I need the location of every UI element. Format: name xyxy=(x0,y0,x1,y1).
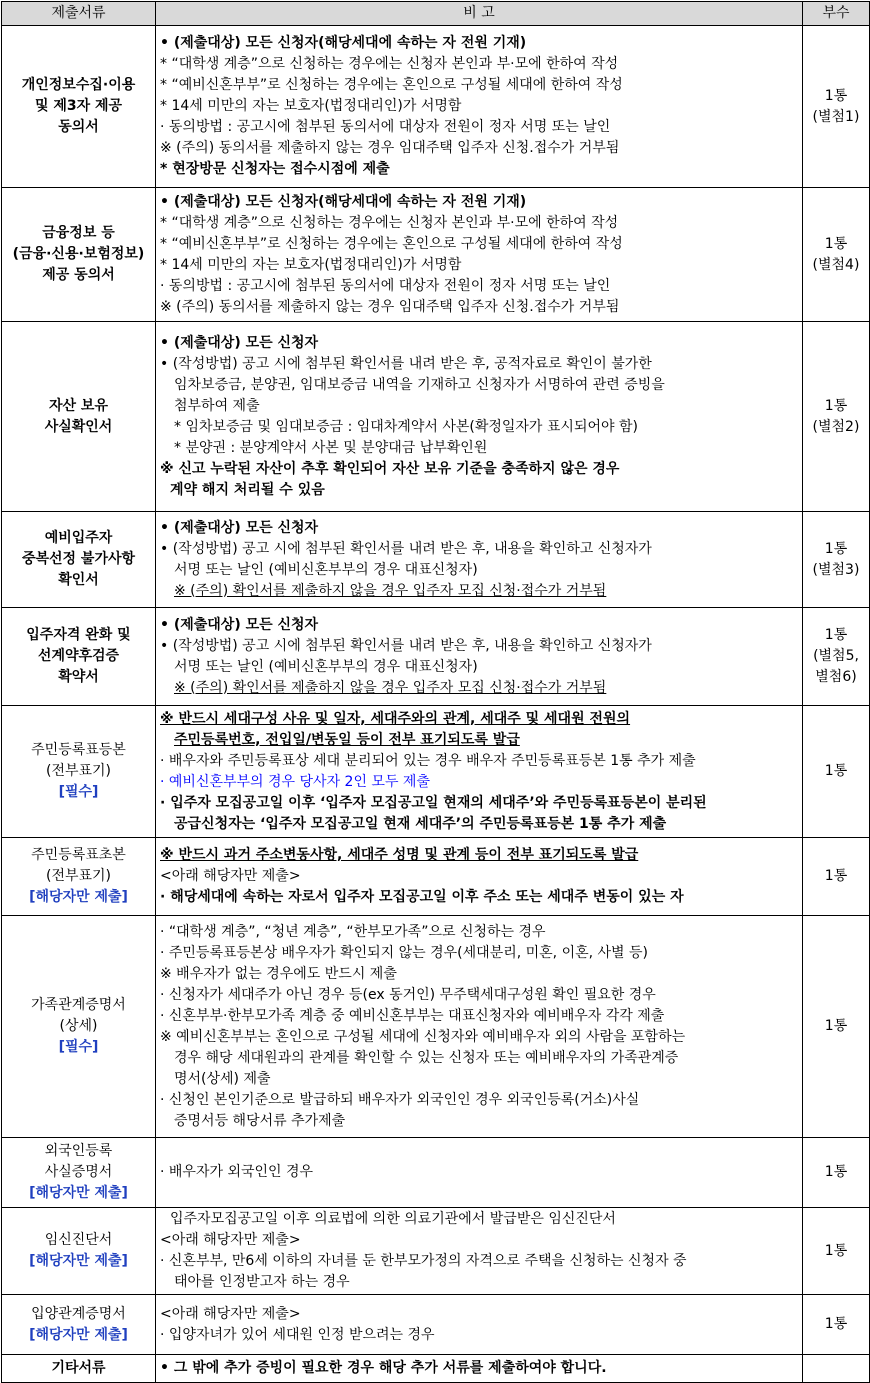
document-name-line: 예비입주자 xyxy=(44,530,113,546)
remarks-cell xyxy=(156,608,803,706)
document-name-cell xyxy=(2,1208,156,1295)
count-cell xyxy=(803,838,870,916)
document-name-line: (전부표기) xyxy=(45,763,112,779)
remark-line: • (제출대상) 모든 신청자(해당세대에 속하는 자 전원 기재) xyxy=(160,35,527,51)
count-line: 1통 xyxy=(824,397,848,414)
table-row xyxy=(2,838,870,916)
document-name-line: (상세) xyxy=(59,1018,98,1034)
count-line: 1통 xyxy=(824,1164,848,1180)
remark-line: * 14세 미만의 자는 보호자(법정대리인)가 서명함 xyxy=(160,98,462,114)
remark-line: * 분양권 : 분양계약서 사본 및 분양대금 납부확인원 xyxy=(174,439,488,456)
document-name-line: 선계약후검증 xyxy=(37,648,120,664)
remarks-cell xyxy=(156,188,803,322)
remark-line: · 주민등록표등본상 배우자가 확인되지 않는 경우(세대분리, 미혼, 이혼, 사별 등) xyxy=(160,944,649,961)
table-row xyxy=(2,322,870,512)
document-name-line: (금융·신용·보험정보) xyxy=(12,246,145,262)
remark-line: 서명 또는 날인 (예비신혼부부의 경우 대표신청자) xyxy=(174,561,478,578)
remark-line: * “대학생 계층”으로 신청하는 경우에는 신청자 본인과 부·모에 한하여 작성 xyxy=(160,214,619,231)
remark-line: • (제출대상) 모든 신청자(해당세대에 속하는 자 전원 기재) xyxy=(160,193,527,210)
requirement-tag: [필수] xyxy=(58,784,99,800)
document-name-line: 외국인등록 xyxy=(44,1143,113,1159)
table-row xyxy=(2,1295,870,1355)
remark-line: ※ 예비신혼부부는 혼인으로 구성될 세대에 신청자와 예비배우자 외의 사람을 포함하는 xyxy=(160,1028,686,1045)
remark-line: * 임차보증금 및 임대보증금 : 임대차계약서 사본(확정일자가 표시되어야 함) xyxy=(174,418,638,435)
remarks-cell xyxy=(156,512,803,608)
document-name-line: (전부표기) xyxy=(45,868,112,884)
remark-line: · 배우자가 외국인인 경우 xyxy=(160,1164,314,1180)
count-cell xyxy=(803,608,870,706)
remark-line: 임차보증금, 분양권, 임대보증금 내역을 기재하고 신청자가 서명하여 관련 증빙을 xyxy=(174,376,665,393)
document-name-line: 중복선정 불가사항 xyxy=(21,551,136,567)
count-cell xyxy=(803,706,870,838)
table-row xyxy=(2,916,870,1138)
table-row xyxy=(2,1208,870,1295)
document-name-line: 개인정보수집·이용 xyxy=(21,77,136,93)
document-name-line: 입주자격 완화 및 xyxy=(26,627,131,643)
remark-line: ※ (주의) 동의서를 제출하지 않는 경우 임대주택 입주자 신청.접수가 거부됨 xyxy=(160,140,620,156)
count-line: 1통 xyxy=(824,1242,848,1259)
remark-line: · 입양자녀가 있어 세대원 인정 받으려는 경우 xyxy=(160,1326,435,1343)
requirement-tag: [해당자만 제출] xyxy=(29,1185,128,1201)
table-row xyxy=(2,26,870,188)
document-name-line: 동의서 xyxy=(58,119,99,135)
document-name-cell xyxy=(2,608,156,706)
remark-line: 계약 해지 처리될 수 있음 xyxy=(170,481,325,498)
remarks-cell xyxy=(156,322,803,512)
remark-line: • 그 밖에 추가 증빙이 필요한 경우 해당 추가 서류를 제출하여야 합니다. xyxy=(160,1360,607,1376)
document-name-cell xyxy=(2,1138,156,1208)
remark-line: • (제출대상) 모든 신청자 xyxy=(160,616,319,633)
remark-line: 첨부하여 제출 xyxy=(174,397,260,414)
remark-line: · 신혼부부·한부모가족 계층 중 예비신혼부부는 대표신청자와 예비배우자 각각 제출 xyxy=(160,1007,665,1024)
document-name-cell xyxy=(2,1355,156,1383)
document-name-line: 금융정보 등 xyxy=(42,225,115,241)
requirement-tag: [필수] xyxy=(58,1039,99,1055)
remark-line: ※ (주의) 확인서를 제출하지 않을 경우 입주자 모집 신청·접수가 거부됨 xyxy=(174,582,607,599)
table-row xyxy=(2,608,870,706)
remark-line: * “예비신혼부부”로 신청하는 경우에는 혼인으로 구성될 세대에 한하여 작성 xyxy=(160,77,623,93)
remark-line: ※ (주의) 확인서를 제출하지 않을 경우 입주자 모집 신청·접수가 거부됨 xyxy=(174,679,607,696)
remark-line: • (작성방법) 공고 시에 첨부된 확인서를 내려 받은 후, 내용을 확인하고 신청자가 xyxy=(160,637,652,654)
remark-line: • (작성방법) 공고 시에 첨부된 확인서를 내려 받은 후, 내용을 확인하고 신청자가 xyxy=(160,540,652,557)
remark-line: 공급신청자는 ‘입주자 모집공고일 현재 세대주’의 주민등록표등본 1통 추가 제출 xyxy=(174,815,667,832)
remarks-cell xyxy=(156,1138,803,1208)
document-name-cell xyxy=(2,916,156,1138)
document-name-line: 확약서 xyxy=(58,669,99,685)
remark-line: 증명서등 해당서류 추가제출 xyxy=(174,1112,346,1129)
remark-line: · 예비신혼부부의 경우 당사자 2인 모두 제출 xyxy=(160,773,430,790)
table-body xyxy=(2,26,870,1383)
remark-line: * “예비신혼부부”로 신청하는 경우에는 혼인으로 구성될 세대에 한하여 작성 xyxy=(160,235,623,252)
remarks-cell xyxy=(156,916,803,1138)
count-line: 1통 xyxy=(824,1316,848,1332)
remark-line: * 14세 미만의 자는 보호자(법정대리인)가 서명함 xyxy=(160,256,462,273)
remark-line: · 동의방법 : 공고시에 첨부된 동의서에 대상자 전원이 정자 서명 또는 날인 xyxy=(160,119,611,135)
remark-line: · 배우자와 주민등록표상 세대 분리되어 있는 경우 배우자 주민등록표등본 1통 추가 제출 xyxy=(160,752,696,769)
remark-line: ※ (주의) 동의서를 제출하지 않는 경우 임대주택 입주자 신청.접수가 거부됨 xyxy=(160,298,620,315)
requirement-tag: [해당자만 제출] xyxy=(29,1326,128,1343)
document-name-line: 사실확인서 xyxy=(44,418,113,435)
document-name-cell xyxy=(2,188,156,322)
remark-line: · “대학생 계층”, “청년 계층”, “한부모가족”으로 신청하는 경우 xyxy=(160,923,546,940)
header-count: 부수 xyxy=(803,2,870,26)
remark-line: <아래 해당자만 제출> xyxy=(160,1232,301,1248)
document-name-line: 주민등록표초본 xyxy=(31,847,126,863)
remarks-cell xyxy=(156,1295,803,1355)
count-line: 1통 xyxy=(824,627,848,643)
remark-line: ※ 배우자가 없는 경우에도 반드시 제출 xyxy=(160,965,397,982)
count-line: 1통 xyxy=(824,763,848,779)
count-line: 1통 xyxy=(824,235,848,252)
count-line: 별첨6) xyxy=(815,669,857,685)
document-name-line: 기타서류 xyxy=(51,1360,106,1376)
count-cell xyxy=(803,1355,870,1383)
remarks-cell xyxy=(156,1355,803,1383)
table-row xyxy=(2,706,870,838)
document-name-cell xyxy=(2,706,156,838)
remark-line: <아래 해당자만 제출> xyxy=(160,1305,301,1322)
remark-line: * 현장방문 신청자는 접수시점에 제출 xyxy=(160,161,390,177)
document-name-line: 사실증명서 xyxy=(44,1164,113,1180)
remarks-cell xyxy=(156,838,803,916)
document-name-cell xyxy=(2,512,156,608)
remark-line: · 입주자 모집공고일 이후 ‘입주자 모집공고일 현재의 세대주’와 주민등록표등본이 분리된 xyxy=(160,794,707,811)
count-line: (별첨3) xyxy=(812,561,860,578)
remark-line: 태아를 인정받고자 하는 경우 xyxy=(174,1274,350,1290)
table-row xyxy=(2,188,870,322)
remarks-cell xyxy=(156,26,803,188)
table-header-row xyxy=(2,2,870,26)
document-name-line: 가족관계증명서 xyxy=(31,997,126,1013)
remark-line: • (작성방법) 공고 시에 첨부된 확인서를 내려 받은 후, 공적자료로 확인이 불가한 xyxy=(160,355,652,372)
table-row xyxy=(2,512,870,608)
document-name-line: 제공 동의서 xyxy=(42,267,115,283)
count-line: (별첨1) xyxy=(812,108,860,125)
header-document: 제출서류 xyxy=(2,2,156,26)
remark-line: 명서(상세) 제출 xyxy=(174,1070,271,1087)
document-name-cell xyxy=(2,26,156,188)
count-line: 1통 xyxy=(824,540,848,557)
count-cell xyxy=(803,916,870,1138)
count-cell xyxy=(803,1138,870,1208)
table-row xyxy=(2,1138,870,1208)
count-cell xyxy=(803,322,870,512)
remark-line: ※ 반드시 과거 주소변동사항, 세대주 성명 및 관계 등이 전부 표기되도록 발급 xyxy=(160,847,639,863)
count-line: (별첨4) xyxy=(812,256,860,273)
requirement-tag: [해당자만 제출] xyxy=(29,1253,128,1269)
remark-line: 주민등록번호, 전입일/변동일 등이 전부 표기되도록 발급 xyxy=(174,731,520,748)
remark-line: · 신청자가 세대주가 아닌 경우 등(ex 동거인) 무주택세대구성원 확인 필요한 경우 xyxy=(160,986,656,1003)
remark-line: · 해당세대에 속하는 자로서 입주자 모집공고일 이후 주소 또는 세대주 변동이 있는 자 xyxy=(160,889,684,905)
remark-line: · 신청인 본인기준으로 발급하되 배우자가 외국인인 경우 외국인등록(거소)사실 xyxy=(160,1091,640,1108)
document-name-line: 및 제3자 제공 xyxy=(34,98,123,114)
document-submission-table xyxy=(1,1,870,1383)
document-name-line: 자산 보유 xyxy=(49,397,108,414)
count-cell xyxy=(803,26,870,188)
table-row xyxy=(2,1355,870,1383)
document-name-cell xyxy=(2,1295,156,1355)
document-name-line: 임신진단서 xyxy=(44,1232,113,1248)
document-name-line: 주민등록표등본 xyxy=(31,742,126,758)
document-name-cell xyxy=(2,322,156,512)
document-name-cell xyxy=(2,838,156,916)
count-line: 1통 xyxy=(824,87,848,104)
remark-line: 서명 또는 날인 (예비신혼부부의 경우 대표신청자) xyxy=(174,658,478,675)
remark-line: ※ 신고 누락된 자산이 추후 확인되어 자산 보유 기준을 충족하지 않은 경우 xyxy=(160,460,620,477)
remarks-cell xyxy=(156,706,803,838)
remark-line: * “대학생 계층”으로 신청하는 경우에는 신청자 본인과 부·모에 한하여 작성 xyxy=(160,56,619,72)
count-line: 1통 xyxy=(824,868,848,884)
count-cell xyxy=(803,1208,870,1295)
remark-line: 경우 해당 세대원과의 관계를 확인할 수 있는 신청자 또는 예비배우자의 가족관계증 xyxy=(174,1049,679,1066)
remark-line: · 동의방법 : 공고시에 첨부된 동의서에 대상자 전원이 정자 서명 또는 날인 xyxy=(160,277,611,294)
count-cell xyxy=(803,1295,870,1355)
remark-line: <아래 해당자만 제출> xyxy=(160,868,301,884)
remark-line: • (제출대상) 모든 신청자 xyxy=(160,334,319,351)
remark-line: · 신혼부부, 만6세 이하의 자녀를 둔 한부모가정의 자격으로 주택을 신청하는 신청자 중 xyxy=(160,1253,687,1269)
remark-line: ※ 반드시 세대구성 사유 및 일자, 세대주와의 관계, 세대주 및 세대원 전원의 xyxy=(160,710,631,727)
remark-line: 입주자모집공고일 이후 의료법에 의한 의료기관에서 발급받은 임신진단서 xyxy=(170,1211,616,1227)
count-line: 1통 xyxy=(824,1018,848,1034)
count-line: (별첨5, xyxy=(813,648,859,664)
document-name-line: 확인서 xyxy=(58,572,99,588)
requirement-tag: [해당자만 제출] xyxy=(29,889,128,905)
remark-line: • (제출대상) 모든 신청자 xyxy=(160,519,319,536)
count-line: (별첨2) xyxy=(812,418,860,435)
remarks-cell xyxy=(156,1208,803,1295)
header-remarks: 비 고 xyxy=(156,2,803,26)
count-cell xyxy=(803,512,870,608)
count-cell xyxy=(803,188,870,322)
document-name-line: 입양관계증명서 xyxy=(31,1305,126,1322)
